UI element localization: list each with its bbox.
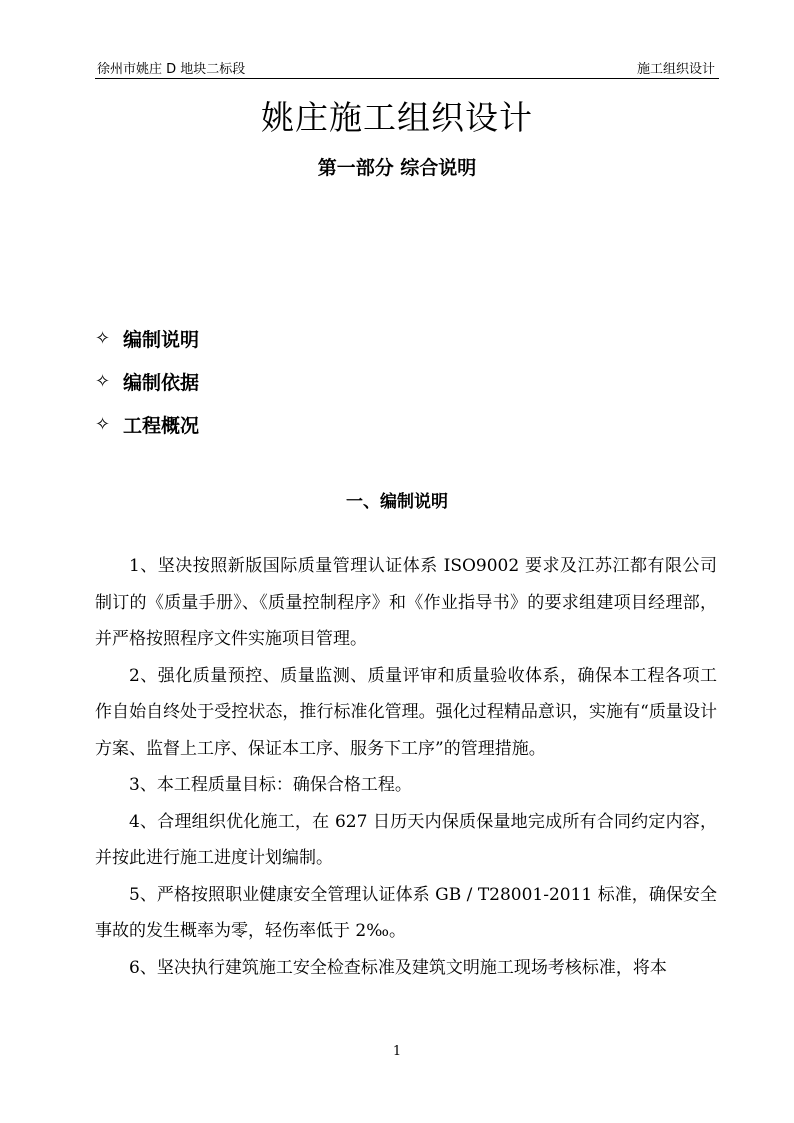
toc-item [95, 360, 199, 403]
part-title: 第一部分 综合说明 [317, 157, 477, 179]
four-pointed-star-icon: ✧ [95, 371, 111, 392]
body-paragraph: 5、严格按照职业健康安全管理认证体系 GB / T28001-2011 标准，确保安全事故的发生概率为零，轻伤率低于 2‰。 [95, 884, 717, 941]
four-pointed-star-icon: ✧ [95, 328, 111, 349]
document-title: 姚庄施工组织设计 [261, 98, 533, 137]
four-pointed-star-icon: ✧ [95, 414, 111, 435]
section-heading: 一、编制说明 [346, 492, 448, 512]
body-paragraph: 6、坚决执行建筑施工安全检查标准及建筑文明施工现场考核标准，将本 [129, 957, 667, 978]
page-header [95, 56, 719, 79]
toc-item [95, 403, 199, 446]
body-paragraph: 3、本工程质量目标：确保合格工程。 [129, 775, 412, 795]
toc-item-label: 工程概况 [123, 415, 200, 437]
toc-item [95, 317, 199, 360]
toc-item-label: 编制依据 [123, 372, 200, 394]
body-paragraph: 1、坚决按照新版国际质量管理认证体系 ISO9002 要求及江苏江都有限公司制订的《质量手册》、《质量控制程序》和《作业指导书》的要求组建项目经理部，并严格按照程序文件实施项目管理。 [95, 556, 717, 649]
header-doc-type: 施工组织设计 [636, 62, 715, 77]
body-paragraph: 2、强化质量预控、质量监测、质量评审和质量验收体系，确保本工程各项工作自始自终处于受控状态，推行标准化管理。强化过程精品意识，实施有“质量设计方案、监督上工序、保证本工序、服务下工序”的管理措施。 [95, 665, 717, 759]
body-paragraph: 4、合理组织优化施工，在 627 日历天内保质保量地完成所有合同约定内容，并按此进行施工进度计划编制。 [95, 811, 717, 868]
toc-item-label: 编制说明 [123, 329, 200, 351]
section-body [95, 548, 717, 986]
header-project-name: 徐州市姚庄 D 地块二标段 [97, 62, 246, 77]
page-number: 1 [392, 1044, 402, 1059]
table-of-contents [95, 317, 199, 446]
